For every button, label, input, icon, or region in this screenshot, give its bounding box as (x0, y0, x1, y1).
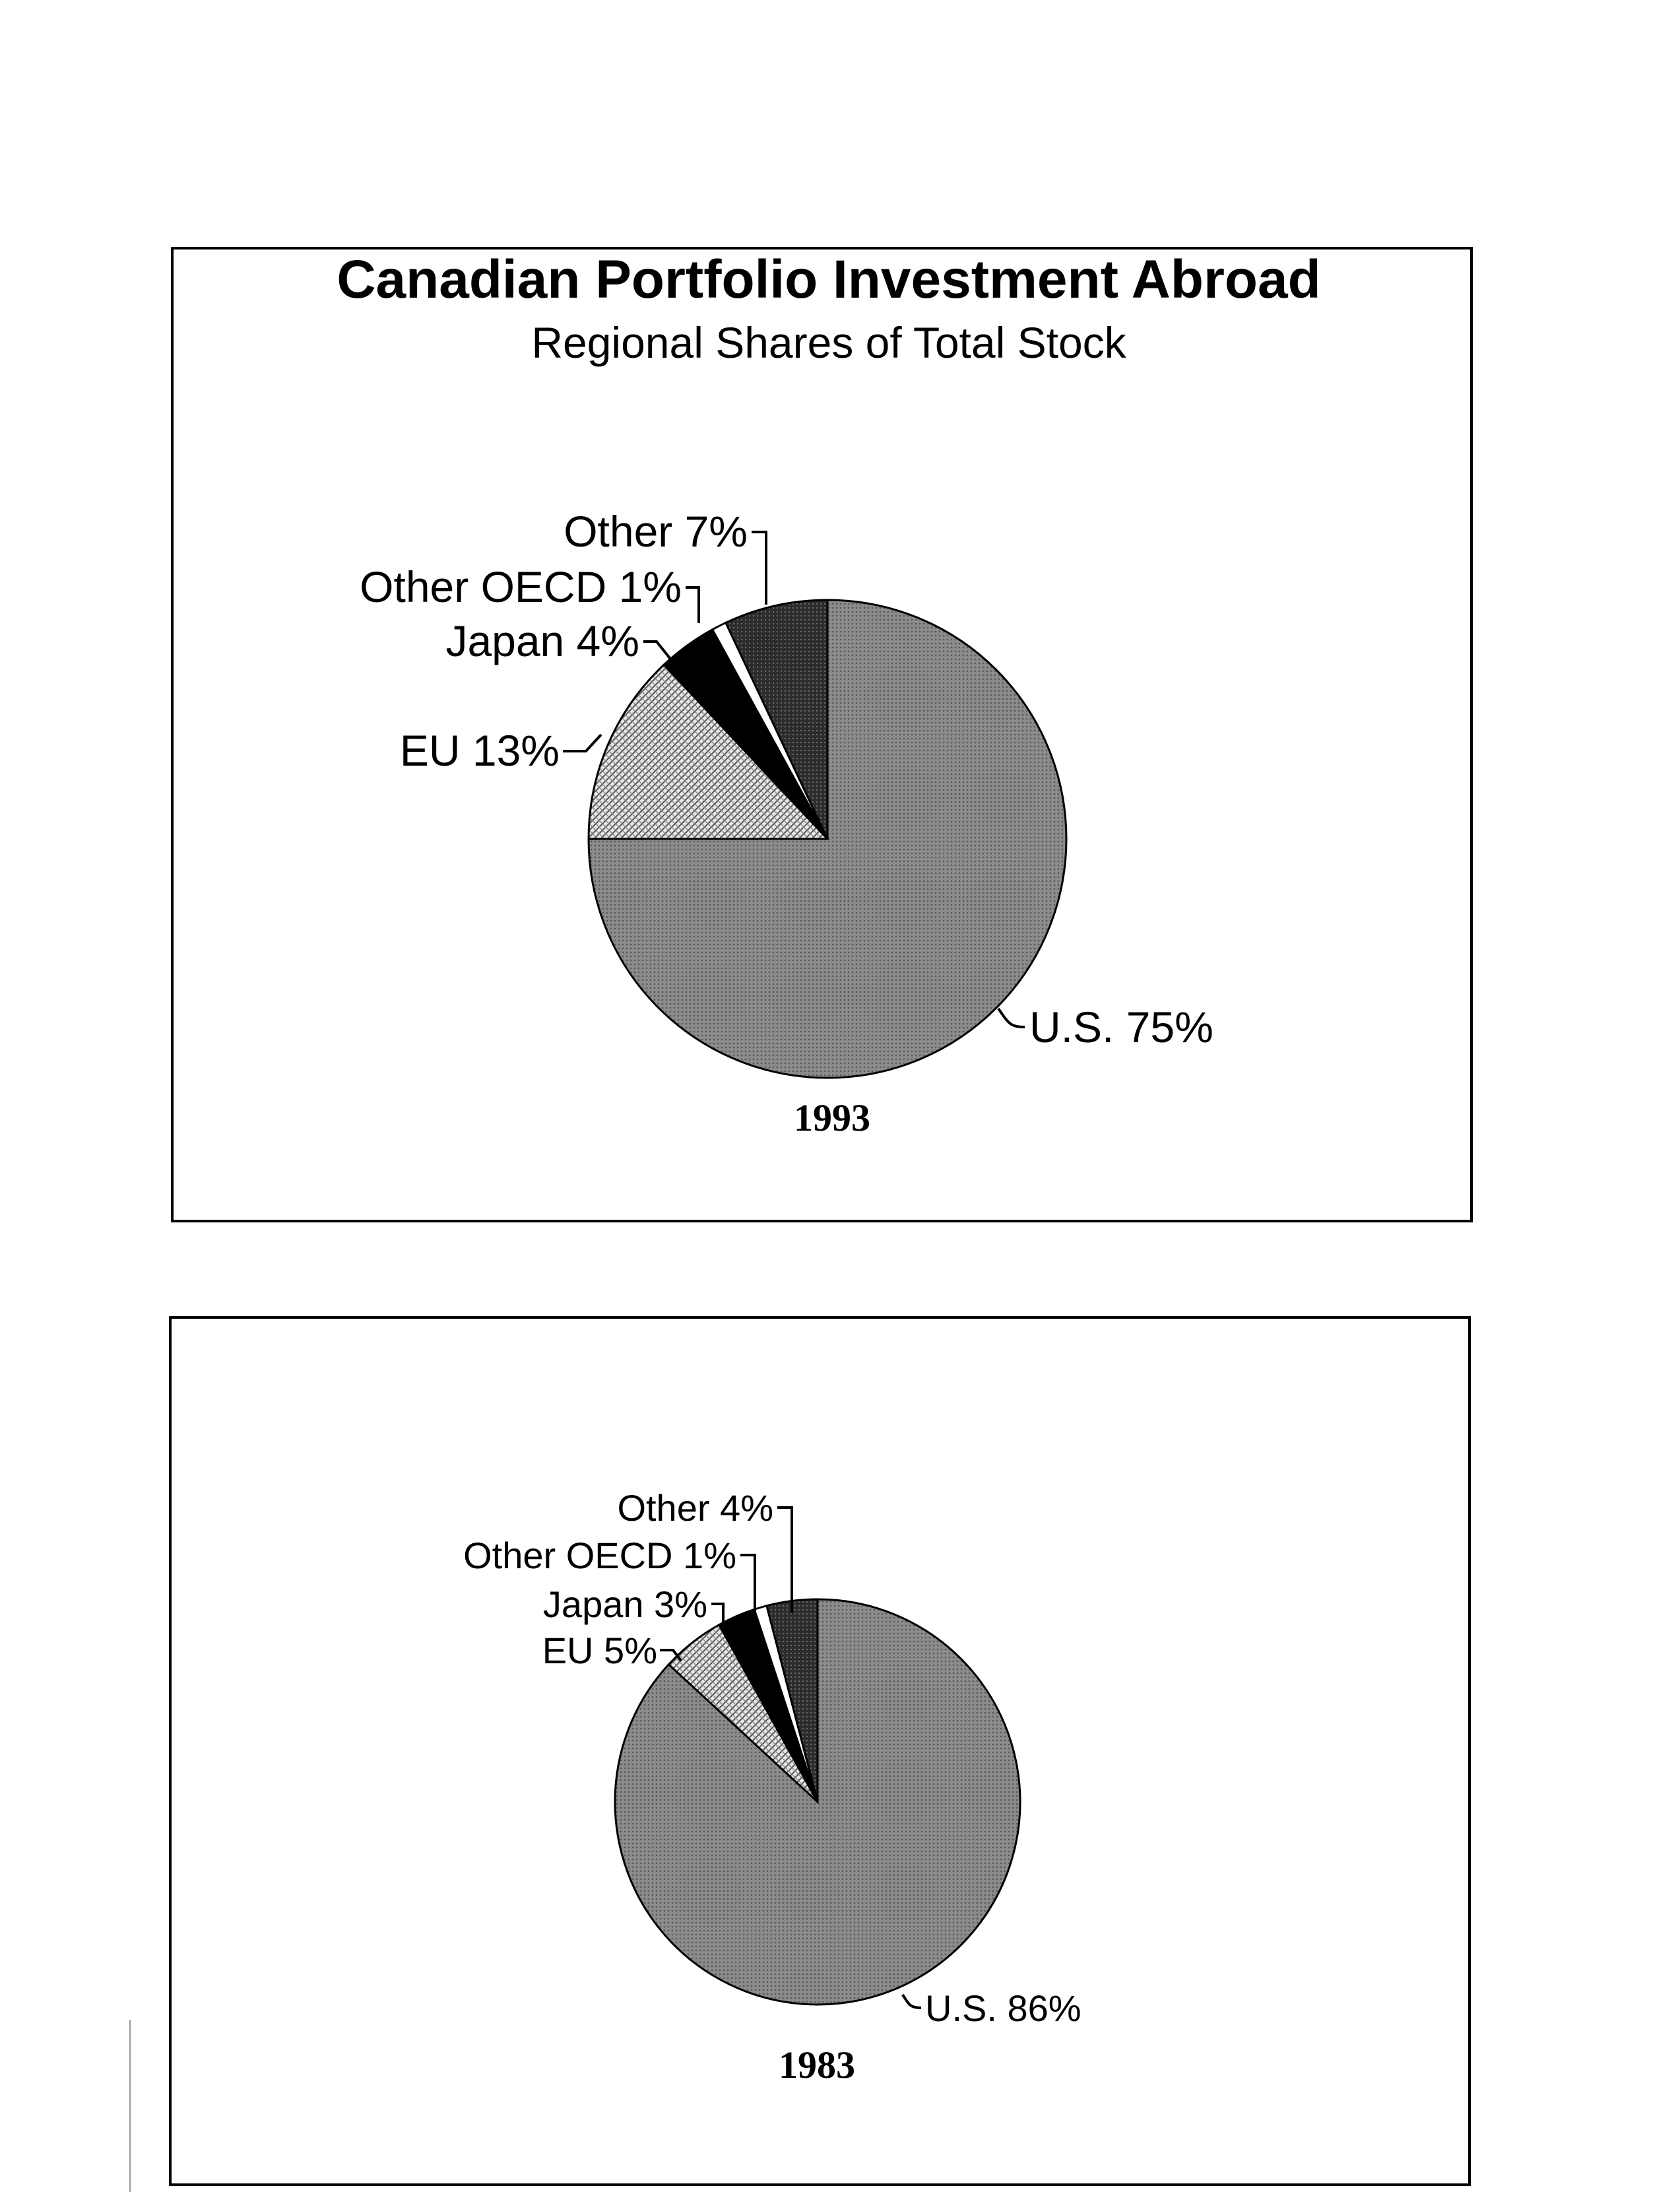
leader-other-1993 (752, 532, 766, 605)
year-label-1983: 1983 (779, 2043, 855, 2086)
scan-margin-line (129, 2020, 131, 2192)
chart-panel-1993 (171, 247, 1473, 1222)
year-label-1993: 1993 (794, 1096, 870, 1139)
slice-label-other: Other 7% (564, 507, 748, 556)
slice-label-other-oecd: Other OECD 1% (360, 562, 682, 611)
slice-label-eu: EU 5% (542, 1630, 657, 1671)
chart-panel-1983 (169, 1316, 1471, 2186)
slice-label-other: Other 4% (617, 1487, 773, 1529)
slice-label-japan: Japan 4% (445, 616, 639, 665)
pie-slices-1993 (589, 600, 1066, 1078)
pie-chart-1993 (174, 249, 1470, 1220)
leader-other-oecd-1983 (740, 1555, 755, 1617)
chart-subtitle: Regional Shares of Total Stock (531, 318, 1126, 367)
leader-japan-1993 (643, 642, 672, 661)
slice-label-us: U.S. 86% (925, 1987, 1082, 2029)
pie-slices-1983 (615, 1599, 1020, 2005)
leader-eu-1993 (563, 735, 601, 751)
leader-other-oecd-1993 (686, 587, 699, 623)
slice-label-japan: Japan 3% (542, 1583, 707, 1625)
leader-us-1983 (903, 1995, 921, 2008)
pie-chart-1983 (172, 1319, 1468, 2183)
slice-label-eu: EU 13% (399, 726, 560, 775)
slice-label-other-oecd: Other OECD 1% (463, 1535, 736, 1576)
leader-us-1993 (998, 1009, 1025, 1027)
leader-other-1983 (777, 1508, 792, 1613)
chart-title: Canadian Portfolio Investment Abroad (337, 249, 1321, 310)
slice-label-us: U.S. 75% (1029, 1003, 1213, 1051)
